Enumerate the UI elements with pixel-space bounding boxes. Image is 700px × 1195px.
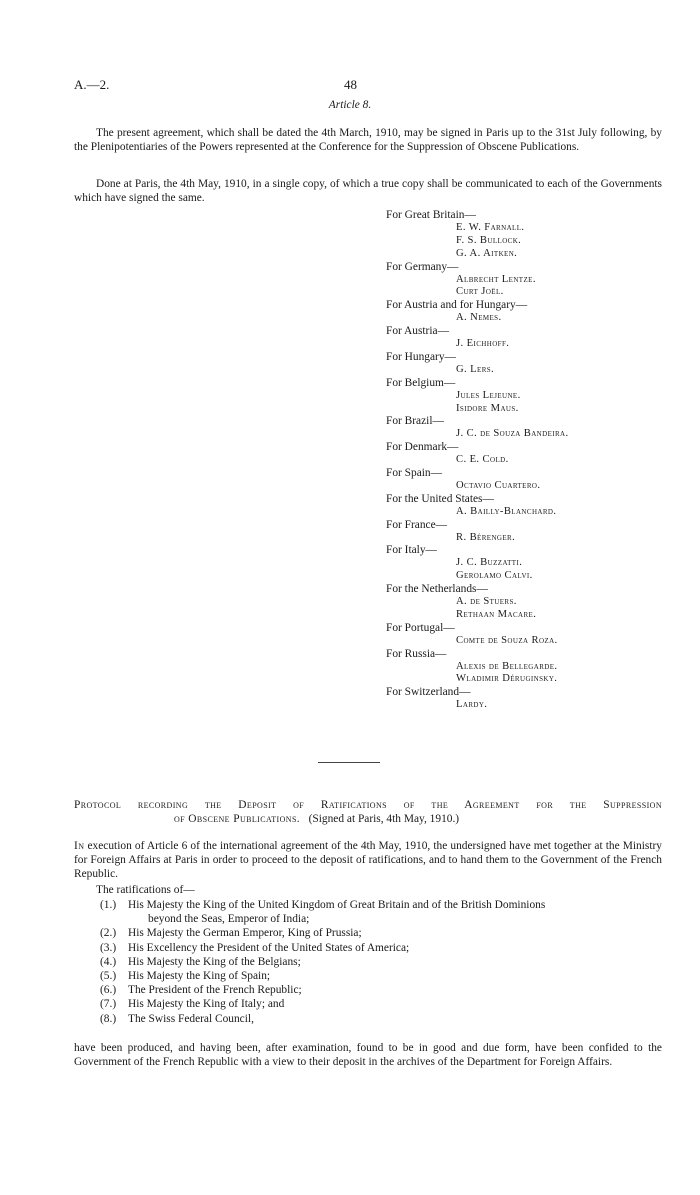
page-number: 48 <box>344 77 357 92</box>
ratification-item <box>100 941 409 955</box>
signatory-name: Wladimir Déruginsky. <box>456 673 558 685</box>
protocol-title <box>74 798 662 826</box>
ratification-item-text: His Majesty the King of Spain; <box>128 970 271 982</box>
signatory-name: Jules Lejeune. <box>456 389 521 401</box>
protocol-intro <box>74 839 662 882</box>
ratification-item-text: His Majesty the King of the United Kingdom of Great Britain and of the British Dominions <box>128 899 546 911</box>
ratification-item-number: (6.) <box>100 984 117 997</box>
page-header <box>74 78 660 94</box>
section-divider <box>318 762 380 763</box>
ratification-item <box>100 955 301 969</box>
article-heading: Article 8. <box>328 99 372 111</box>
ratification-item <box>100 997 284 1011</box>
ratification-item-text: His Excellency the President of the United States of America; <box>128 941 410 954</box>
protocol-title-signed: (Signed at Paris, 4th May, 1910.) <box>308 813 460 826</box>
ratification-item-number: (8.) <box>100 1012 117 1025</box>
signature-country: For the Netherlands— <box>386 583 488 596</box>
signature-country: For Hungary— <box>386 350 456 363</box>
signatory-name: Isidore Maus. <box>456 402 519 414</box>
signatory-name: G. A. Aitken. <box>456 247 518 259</box>
signatory-name: J. Eichhoff. <box>456 338 510 349</box>
document-reference: A.—2. <box>74 77 110 92</box>
ratifications-lead: The ratifications of— <box>96 884 195 896</box>
signature-country: For Great Britain— <box>386 209 476 221</box>
article-paragraph: The present agreement, which shall be dated the 4th March, 1910, may be signed in Paris up to the 31st July following, by the Plenipotentiaries of the Powers represented at the Conference for the Suppression of Obscene Publications. <box>74 127 662 154</box>
signature-country: For Italy— <box>386 544 437 557</box>
signature-country: For Russia— <box>386 647 447 660</box>
signatory-name: Curt Joël. <box>456 286 504 298</box>
signature-country: For the United States— <box>386 492 494 505</box>
ratification-item <box>100 898 545 912</box>
ratification-item-number: (4.) <box>100 955 117 968</box>
signatory-name: F. S. Bullock. <box>456 234 522 246</box>
ratification-item-text: His Majesty the King of the Belgians; <box>128 955 301 968</box>
signature-country: For Switzerland— <box>386 686 471 699</box>
signatory-name: A. Nemes. <box>456 312 502 324</box>
signatory-name: Lardy. <box>456 699 488 711</box>
ratification-item-text: His Majesty the German Emperor, King of Prussia; <box>128 927 362 940</box>
signatory-name: Rethaan Macare. <box>456 608 537 620</box>
ratification-item-text: The President of the French Republic; <box>128 984 302 997</box>
signatory-name: Octavio Cuartero. <box>456 479 541 491</box>
protocol-title-line1: Protocol recording the Deposit of Ratifications of the Agreement for the Suppression <box>74 799 662 811</box>
ratification-item-number: (7.) <box>100 998 117 1011</box>
ratification-item-number: (3.) <box>100 941 117 954</box>
signature-country: For Germany— <box>386 260 459 273</box>
signatory-name: J. C. Buzzatti. <box>456 557 523 569</box>
signatory-name: G. Lers. <box>456 363 495 375</box>
signature-country: For Belgium— <box>386 376 456 389</box>
signature-country: For Denmark— <box>386 441 459 454</box>
ratification-item-number: (2.) <box>100 927 117 940</box>
ratification-item-number: (1.) <box>100 899 117 911</box>
done-at-paris-paragraph: Done at Paris, the 4th May, 1910, in a single copy, of which a true copy shall be communicated to each of the Governments which have signed the same. <box>74 178 662 205</box>
protocol-intro-first-word: In <box>74 840 85 852</box>
signatory-name: Alexis de Bellegarde. <box>456 660 558 672</box>
ratification-item <box>100 983 302 997</box>
ratification-item-text: The Swiss Federal Council, <box>128 1012 254 1025</box>
signatory-name: Gerolamo Calvi. <box>456 570 533 582</box>
signatory-name: A. Bailly-Blanchard. <box>456 505 557 517</box>
signatory-name: C. E. Cold. <box>456 454 509 466</box>
ratification-item <box>100 1012 254 1026</box>
ratification-item <box>100 926 362 940</box>
signatory-name: A. de Stuers. <box>456 596 517 607</box>
ratification-item-number: (5.) <box>100 970 117 982</box>
signature-country: For Spain— <box>386 467 443 479</box>
signature-country: For Austria— <box>386 325 449 338</box>
ratification-item-text: His Majesty the King of Italy; and <box>128 998 285 1011</box>
ratification-item-continuation: beyond the Seas, Emperor of India; <box>148 913 310 926</box>
signatory-name: J. C. de Souza Bandeira. <box>456 428 569 440</box>
protocol-title-line2: of Obscene Publications. <box>174 813 301 826</box>
signature-country: For Brazil— <box>386 415 444 428</box>
signatory-name: R. Bérenger. <box>456 531 516 543</box>
signatory-name: Albrecht Lentze. <box>456 273 536 285</box>
signatory-name: Comte de Souza Roza. <box>456 634 558 646</box>
signatory-name: E. W. Farnall. <box>456 221 525 233</box>
protocol-intro-text: execution of Article 6 of the international agreement of the 4th May, 1910, the undersigned have met together at the Ministry for Foreign Affairs at Paris in order to proceed to the deposit of ratifications, and to hand them to the Government of the French Republic. <box>74 840 662 881</box>
signature-country: For Austria and for Hungary— <box>386 299 528 312</box>
protocol-closing: have been produced, and having been, after examination, found to be in good and due form, have been confided to the Government of the French Republic with a view to their deposit in the archives of the Department for Foreign Affairs. <box>74 1042 662 1069</box>
signature-country: For France— <box>386 518 448 531</box>
signature-country: For Portugal— <box>386 621 455 634</box>
ratification-item <box>100 969 270 983</box>
